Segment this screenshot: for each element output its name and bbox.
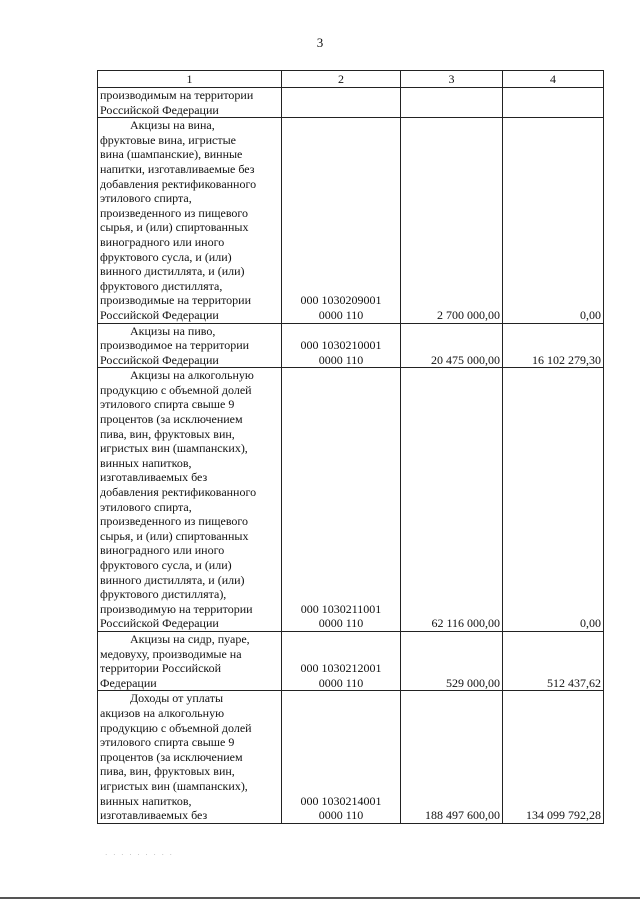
revenue-name-line: пива, вин, фруктовых вин, (100, 764, 235, 779)
table-row (98, 118, 604, 323)
budget-code-line: 000 1030210001 (300, 338, 382, 353)
revenue-name-cell (98, 368, 282, 632)
budget-table (97, 70, 604, 824)
revenue-name-line: сырья, и (или) спиртованных (100, 220, 249, 235)
planned-amount-cell: 529 000,00 (401, 631, 503, 690)
budget-code-line: 0000 110 (318, 675, 364, 690)
budget-code-line: 0000 110 (318, 352, 364, 367)
page-number: 3 (316, 35, 324, 50)
revenue-name-line: игристых вин (шампанских), (100, 441, 248, 456)
budget-code-cell (282, 368, 401, 632)
scan-artifact: · · · · · · · · · (105, 851, 174, 859)
revenue-name-line: Акцизы на пиво, (130, 323, 216, 338)
executed-amount-cell: 0,00 (503, 118, 604, 323)
revenue-name-line: медовуху, производимые на (100, 646, 242, 661)
revenue-name-line: Российской Федерации (100, 102, 219, 117)
revenue-name-line: производимую на территории (100, 601, 253, 616)
column-header-4: 4 (503, 71, 604, 88)
budget-code-cell (282, 691, 401, 823)
revenue-name-line: винных напитков, (100, 793, 192, 808)
revenue-name-line: фруктового дистиллята, (100, 278, 223, 293)
page-bottom-edge (0, 897, 640, 899)
table-row (98, 88, 604, 118)
revenue-name-cell (98, 631, 282, 690)
budget-code-line: 000 1030212001 (300, 661, 382, 676)
budget-code-cell (282, 323, 401, 368)
column-header-3: 3 (401, 71, 503, 88)
revenue-name-line: Российской Федерации (100, 616, 219, 631)
revenue-name-line: фруктовые вина, игристые (100, 132, 236, 147)
revenue-name-line: акцизов на алкогольную (100, 705, 225, 720)
table-row (98, 631, 604, 690)
revenue-name-cell (98, 88, 282, 118)
revenue-name-line: фруктового дистиллята), (100, 587, 227, 602)
revenue-name-line: напитки, изготавливаемые без (100, 161, 255, 176)
revenue-name-line: винного дистиллята, и (или) (100, 572, 245, 587)
revenue-name-line: Акцизы на алкогольную (130, 368, 254, 383)
executed-amount-cell: 0,00 (503, 368, 604, 632)
revenue-name-line: процентов (за исключением (100, 749, 243, 764)
planned-amount-cell (401, 88, 503, 118)
revenue-name-line: процентов (за исключением (100, 412, 243, 427)
revenue-name-line: продукцию с объемной долей (100, 720, 252, 735)
budget-code-cell (282, 631, 401, 690)
revenue-name-line: винных напитков, (100, 455, 192, 470)
revenue-name-line: Федерации (100, 675, 157, 690)
revenue-name-line: этилового спирта свыше 9 (100, 397, 235, 412)
revenue-name-line: Российской Федерации (100, 307, 219, 322)
revenue-name-line: виноградного или иного (100, 543, 225, 558)
revenue-name-line: производимым на территории (100, 88, 254, 102)
revenue-name-line: виноградного или иного (100, 234, 225, 249)
executed-amount-cell (503, 88, 604, 118)
budget-code-line: 0000 110 (318, 808, 364, 823)
revenue-name-line: этилового спирта свыше 9 (100, 735, 235, 750)
revenue-name-line: производимое на территории (100, 338, 250, 353)
revenue-name-line: Российской Федерации (100, 352, 219, 367)
planned-amount-cell: 2 700 000,00 (401, 118, 503, 323)
revenue-name-line: фруктового сусла, и (или) (100, 249, 232, 264)
planned-amount-cell: 62 116 000,00 (401, 368, 503, 632)
revenue-name-line: Доходы от уплаты (130, 691, 224, 706)
revenue-name-line: пива, вин, фруктовых вин, (100, 426, 235, 441)
table-row (98, 368, 604, 632)
column-header-2: 2 (282, 71, 401, 88)
table-header-row (98, 71, 604, 88)
revenue-name-line: произведенного из пищевого (100, 514, 249, 529)
revenue-name-line: добавления ректификованного (100, 176, 257, 191)
budget-code-line: 000 1030211001 (300, 601, 382, 616)
revenue-name-line: сырья, и (или) спиртованных (100, 528, 249, 543)
executed-amount-cell: 16 102 279,30 (503, 323, 604, 368)
budget-code-line: 000 1030214001 (300, 793, 382, 808)
table-row (98, 323, 604, 368)
budget-code-line: 000 1030209001 (300, 293, 382, 308)
revenue-name-cell (98, 118, 282, 323)
revenue-name-line: винного дистиллята, и (или) (100, 264, 245, 279)
table-row (98, 691, 604, 823)
revenue-name-line: Акцизы на вина, (130, 118, 215, 133)
revenue-name-line: изготавливаемых без (100, 808, 208, 823)
revenue-name-line: производимые на территории (100, 293, 252, 308)
revenue-name-line: вина (шампанские), винные (100, 147, 243, 162)
revenue-name-line: Акцизы на сидр, пуаре, (130, 631, 250, 646)
column-header-1: 1 (98, 71, 282, 88)
executed-amount-cell: 134 099 792,28 (503, 691, 604, 823)
revenue-name-line: добавления ректификованного (100, 485, 257, 500)
budget-code-cell (282, 118, 401, 323)
budget-code-line: 0000 110 (318, 616, 364, 631)
planned-amount-cell: 188 497 600,00 (401, 691, 503, 823)
revenue-name-line: фруктового сусла, и (или) (100, 558, 232, 572)
planned-amount-cell: 20 475 000,00 (401, 323, 503, 368)
revenue-name-line: игристых вин (шампанских), (100, 778, 248, 793)
revenue-name-line: изготавливаемых без (100, 470, 208, 485)
revenue-name-line: продукцию с объемной долей (100, 382, 252, 397)
budget-code-cell (282, 88, 401, 118)
revenue-name-line: территории Российской (100, 661, 222, 676)
revenue-name-line: произведенного из пищевого (100, 205, 249, 220)
revenue-name-cell (98, 323, 282, 368)
executed-amount-cell: 512 437,62 (503, 631, 604, 690)
revenue-name-line: этилового спирта, (100, 499, 192, 514)
revenue-name-line: этилового спирта, (100, 191, 192, 206)
revenue-name-cell (98, 691, 282, 823)
budget-code-line: 0000 110 (318, 307, 364, 322)
